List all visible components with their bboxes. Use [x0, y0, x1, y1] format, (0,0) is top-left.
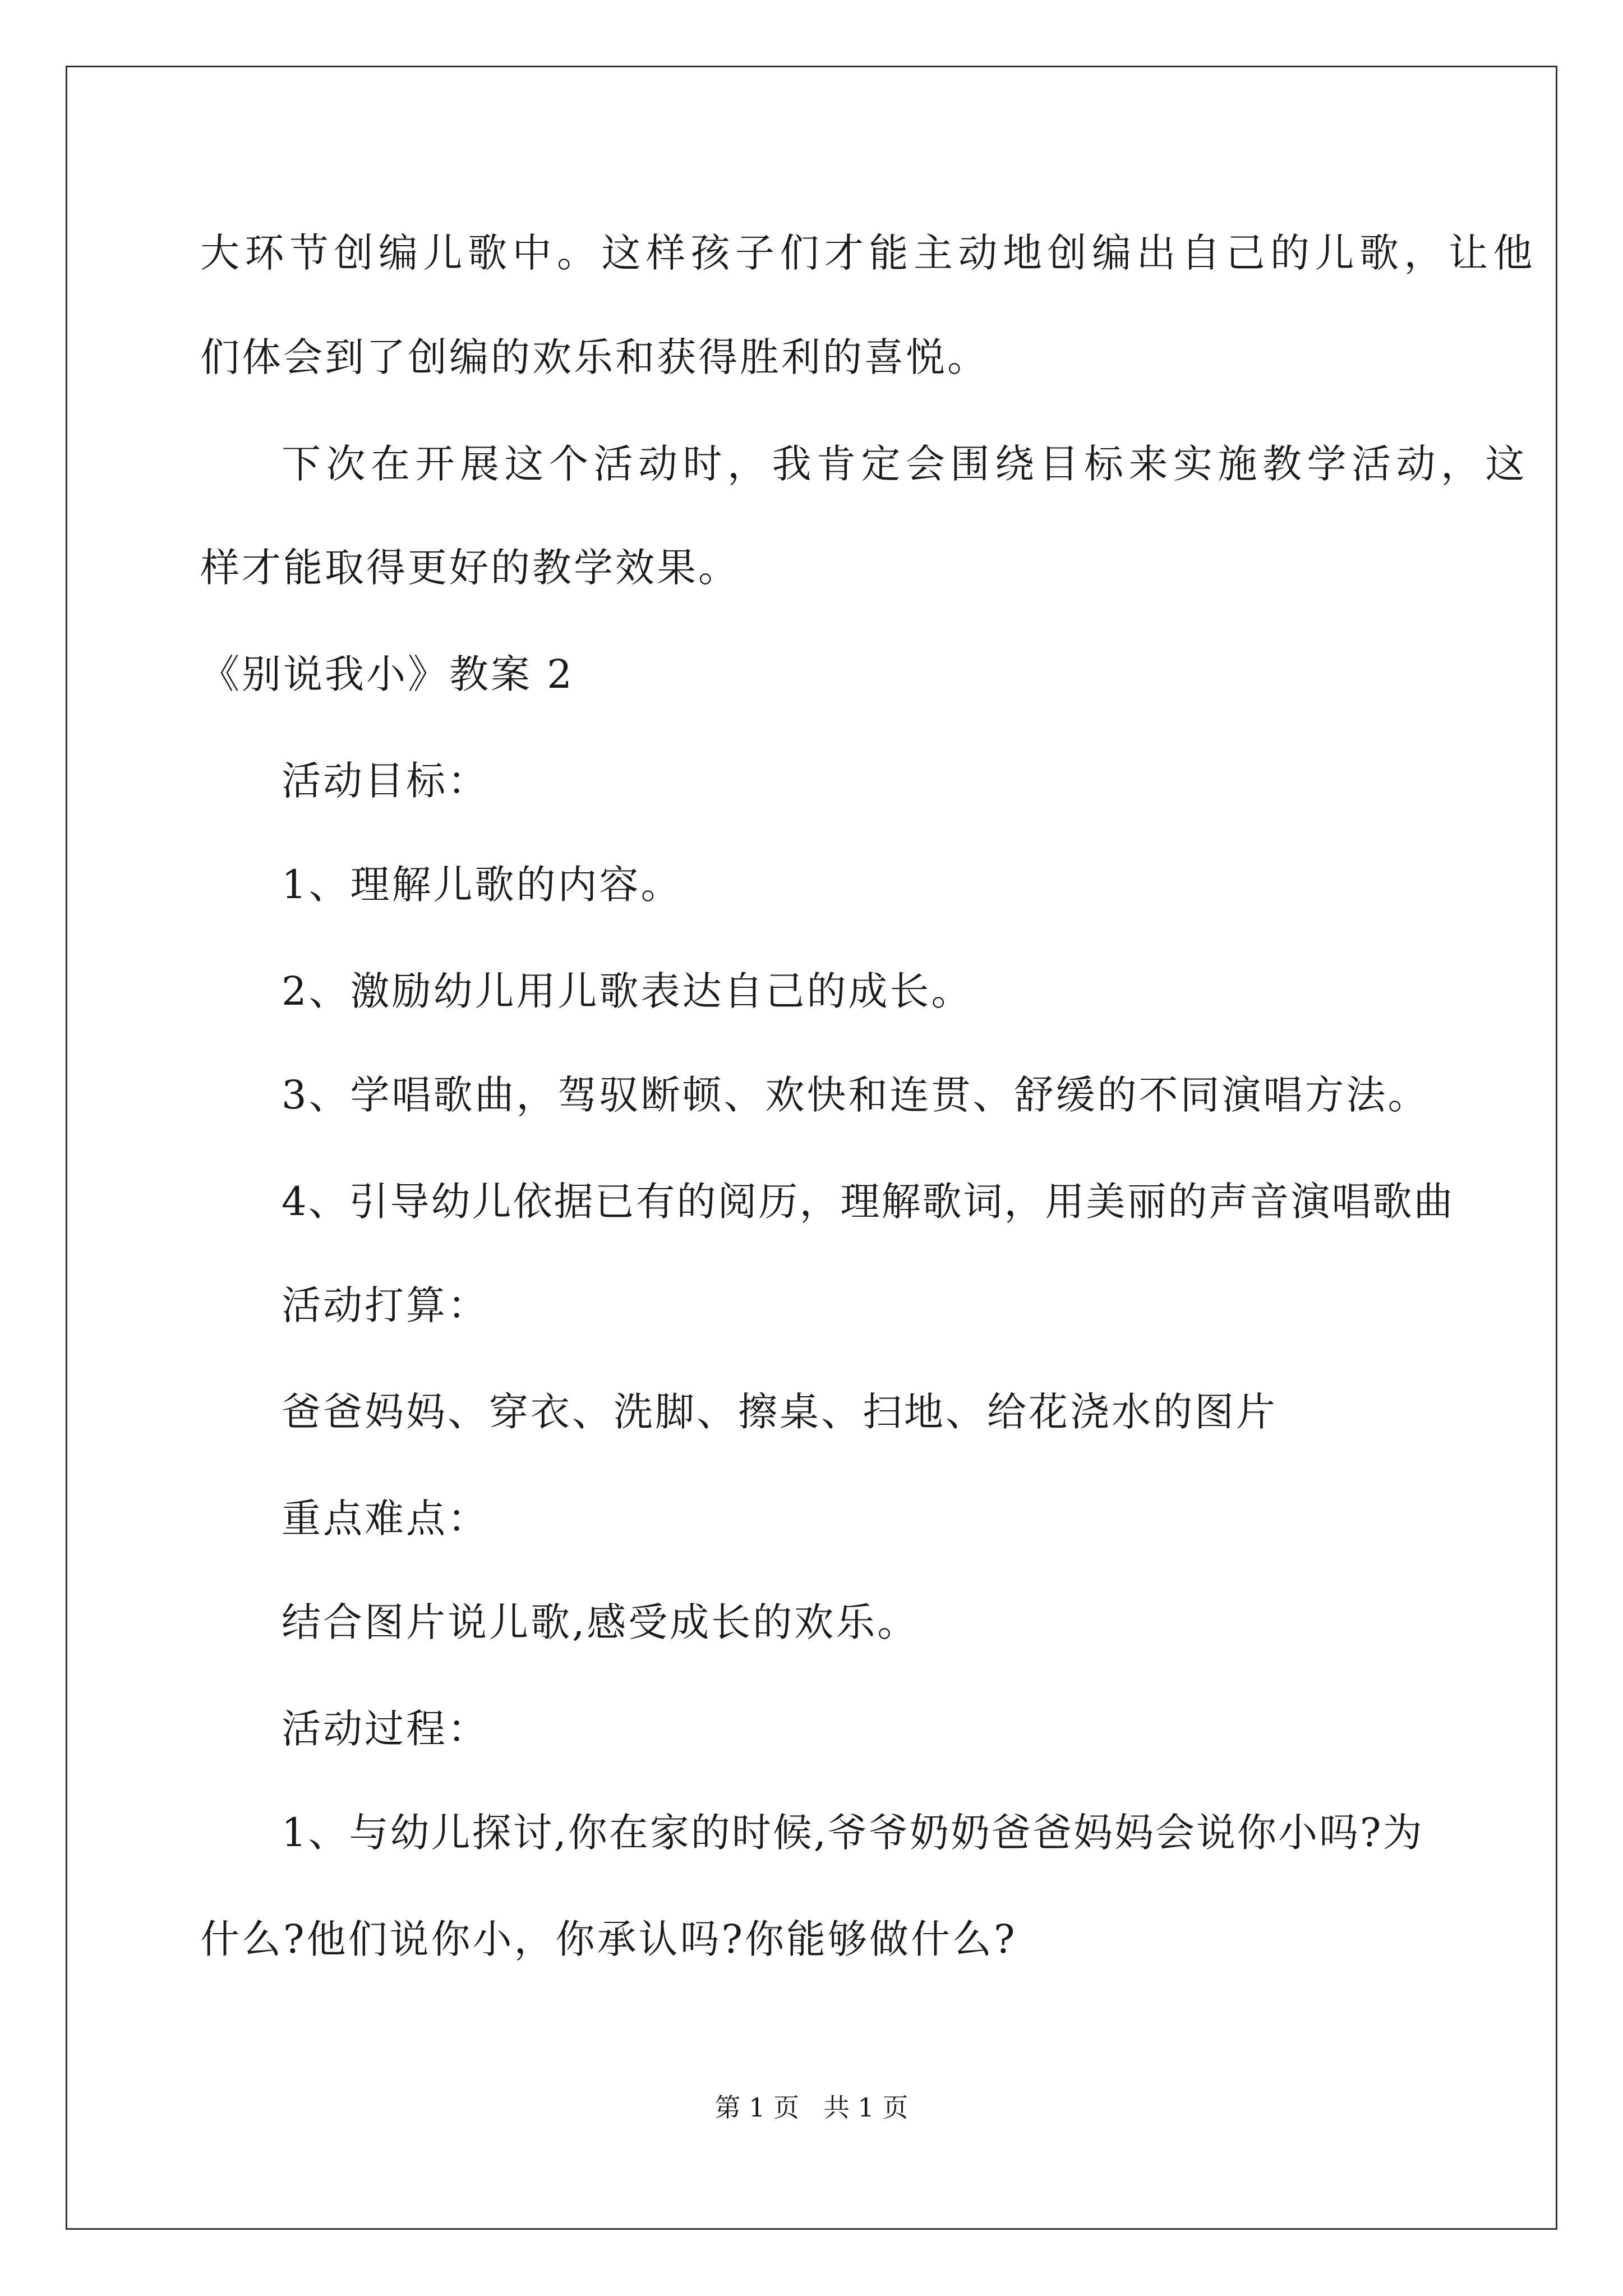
- paragraph-line: 什么?他们说你小，你承认吗?你能够做什么?: [200, 1916, 1017, 1962]
- paragraph-line: 们体会到了创编的欢乐和获得胜利的喜悦。: [200, 334, 989, 380]
- list-item: 1、与幼儿探讨,你在家的时候,爷爷奶奶爸爸妈妈会说你小吗?为: [282, 1810, 1424, 1856]
- list-item: 2、激励幼儿用儿歌表达自己的成长。: [282, 968, 973, 1014]
- paragraph-line: 下次在开展这个活动时，我肯定会围绕目标来实施教学活动，这: [282, 441, 1530, 487]
- paragraph-line: 活动过程：: [282, 1706, 489, 1752]
- paragraph-line: 样才能取得更好的教学效果。: [200, 545, 740, 591]
- list-item: 3、学唱歌曲，驾驭断顿、欢快和连贯、舒缓的不同演唱方法。: [282, 1072, 1430, 1118]
- paragraph-line: 结合图片说儿歌,感受成长的欢乐。: [282, 1599, 919, 1645]
- section-heading: 《别说我小》教案 2: [200, 651, 574, 697]
- list-item: 4、引导幼儿依据已有的阅历，理解歌词，用美丽的声音演唱歌曲: [282, 1179, 1455, 1225]
- paragraph-line: 爸爸妈妈、穿衣、洗脚、擦桌、扫地、给花浇水的图片: [282, 1389, 1278, 1435]
- paragraph-line: 大环节创编儿歌中。这样孩子们才能主动地创编出自己的儿歌，让他: [200, 230, 1538, 276]
- paragraph-line: 活动目标：: [282, 758, 489, 804]
- paragraph-line: 重点难点：: [282, 1496, 489, 1542]
- page-footer: 第 1 页 共 1 页: [714, 2092, 909, 2123]
- paragraph-line: 活动打算：: [282, 1282, 489, 1328]
- list-item: 1、理解儿歌的内容。: [282, 862, 683, 908]
- page-border: [66, 66, 1557, 2230]
